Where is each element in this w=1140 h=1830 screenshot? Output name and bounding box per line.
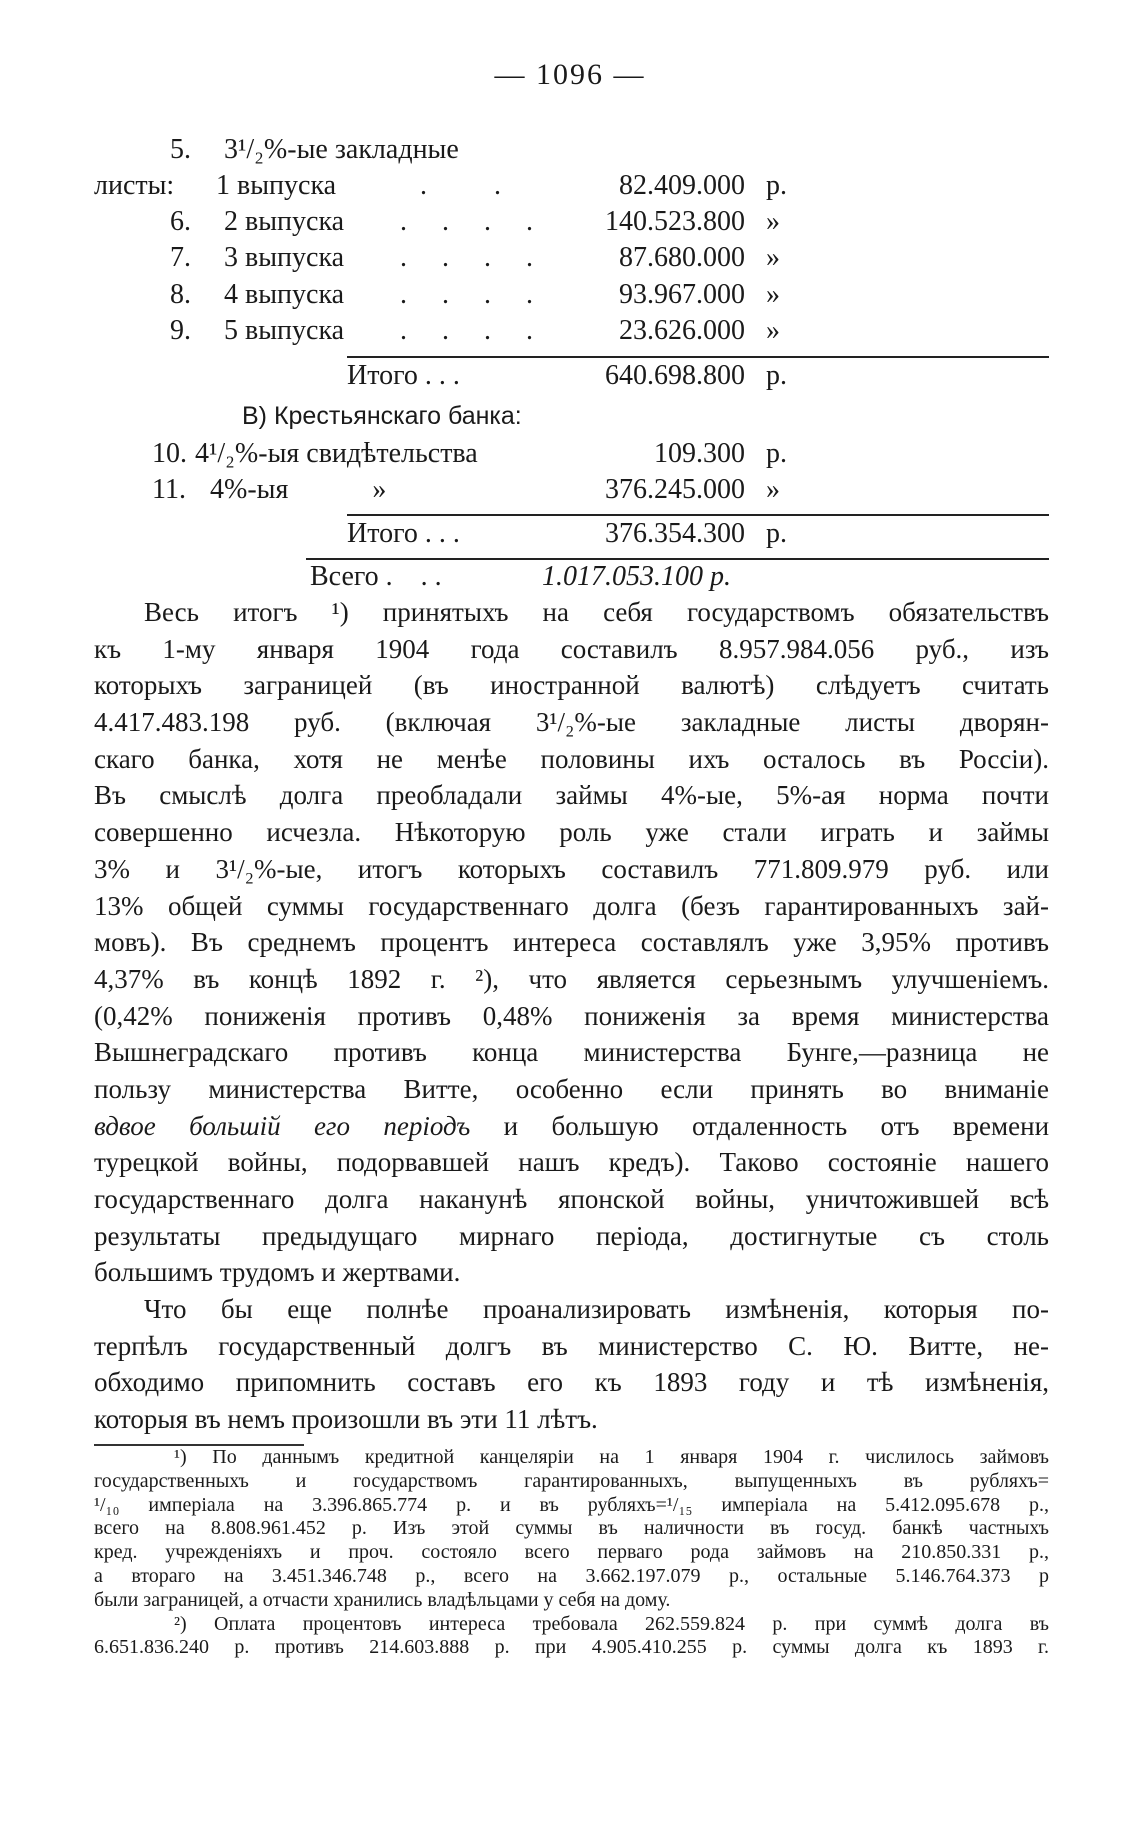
footnote-line-text: всего на 8.808.961.452 р. Изъ этой суммы въ наличности въ госуд. банкѣ частныхъ: [94, 1517, 1049, 1540]
body-line: [94, 1144, 1049, 1181]
row-label: 2 выпуска: [224, 206, 345, 237]
footnote-line: [94, 1541, 1049, 1565]
table-row: [0, 134, 1140, 168]
row-suffix: »: [766, 279, 780, 310]
row-dots: . . . .: [400, 279, 547, 310]
row-label: 5 выпуска: [224, 315, 345, 346]
footnote-line-text: государственныхъ и государствомъ гарантированныхъ, выпущенныхъ въ рубляхъ=: [94, 1469, 1049, 1492]
footnote-line-text: ²) Оплата процентовъ интереса требовала 262.559.824 р. при суммѣ долга въ: [174, 1612, 1049, 1635]
table-row: [0, 206, 1140, 240]
body-line: [94, 1364, 1049, 1401]
row-suffix: »: [766, 315, 780, 346]
row-label: 4%-ыя »: [210, 474, 387, 505]
subtotal-amount: 640.698.800: [605, 360, 745, 391]
body-line: [94, 1218, 1049, 1255]
row-suffix: р.: [766, 438, 787, 469]
body-line-text: совершенно исчезла. Нѣкоторую роль уже стали играть и займы: [94, 817, 1049, 848]
row-label: 3 выпуска: [224, 242, 345, 273]
row-suffix: р.: [766, 170, 787, 201]
body-line: [94, 1108, 1049, 1145]
subtotal-row: [0, 518, 1140, 552]
footnote-line-text: а втораго на 3.451.346.748 р., всего на 3.662.197.079 р., остальные 5.146.764.373 р: [94, 1564, 1049, 1587]
row-number: 6.: [170, 206, 191, 237]
row-number: 5.: [170, 134, 191, 165]
body-line: [94, 1291, 1049, 1328]
body-line-text: которыхъ заграницей (въ иностранной валютѣ) слѣдуетъ считать: [94, 670, 1049, 701]
row-number: 11.: [152, 474, 186, 505]
footnote-line: [94, 1494, 1049, 1518]
total-amount: 1.017.053.100 р.: [542, 561, 731, 592]
row-suffix: »: [766, 242, 780, 273]
row-amount: 87.680.000: [619, 242, 745, 273]
body-line-text: которыя въ немъ произошли въ эти 11 лѣтъ.: [94, 1404, 598, 1435]
body-line-text: Въ смыслѣ долга преобладали займы 4%-ые, 5%-ая норма почти: [94, 780, 1049, 811]
body-line: [94, 594, 1049, 631]
body-line-italic: вдвое большій его періодъ: [94, 1110, 471, 1141]
footnotes: [94, 1446, 1049, 1660]
body-line-text: и большую отдаленность отъ времени: [503, 1110, 1050, 1141]
subtotal-row: [0, 360, 1140, 394]
footnote-line: [94, 1446, 1049, 1470]
subtotal-amount: 376.354.300: [605, 518, 745, 549]
row-amount: 23.626.000: [619, 315, 745, 346]
footnote-line: [94, 1565, 1049, 1589]
body-line-text: (0,42% пониженія противъ 0,48% пониженія за время министерства: [94, 1000, 1049, 1031]
body-line: [94, 631, 1049, 668]
total-label: Всего . . .: [310, 561, 442, 592]
body-line-text: турецкой войны, подорвавшей нашъ кредъ). Таково состояніе нашего: [94, 1147, 1049, 1178]
body-line-text: мовъ). Въ среднемъ процентъ интереса составлялъ уже 3,95% противъ: [94, 927, 1049, 958]
body-line: [94, 851, 1049, 888]
body-line: [94, 1034, 1049, 1071]
body-line-text: результаты предыдущаго мирнаго періода, достигнутые съ столь: [94, 1220, 1049, 1251]
body-line-text: терпѣлъ государственный долгъ въ министерство С. Ю. Витте, не-: [94, 1330, 1049, 1361]
row-number: 10.: [152, 438, 187, 469]
row-dots: . . . .: [400, 315, 547, 346]
body-line: [94, 998, 1049, 1035]
subtotal-suffix: р.: [766, 360, 787, 391]
body-line: [94, 1401, 1049, 1438]
row-number: 8.: [170, 279, 191, 310]
row-suffix: »: [766, 474, 780, 505]
body-line-text: 4,37% въ концѣ 1892 г. ²), что является серьезнымъ улучшеніемъ.: [94, 963, 1049, 994]
section-heading: [0, 402, 1140, 436]
body-line: [94, 704, 1049, 741]
body-line: [94, 1254, 1049, 1291]
footnote-line-text: кред. учрежденіяхъ и проч. состояло всего перваго рода займовъ на 210.850.331 р.,: [94, 1541, 1049, 1564]
body-line: [94, 777, 1049, 814]
body-line-text: Вышнеградскаго противъ конца министерства Бунге,—разница не: [94, 1037, 1049, 1068]
footnote-line-text: ¹) По даннымъ кредитной канцеляріи на 1 января 1904 г. числилось займовъ: [174, 1446, 1049, 1468]
sum-rule: [347, 356, 1049, 358]
body-line: [94, 741, 1049, 778]
subtotal-suffix: р.: [766, 518, 787, 549]
body-line: [94, 1328, 1049, 1365]
subtotal-label: Итого . . .: [347, 360, 460, 391]
row-number: листы:: [94, 170, 175, 201]
footnote-line-text: ¹/₁₀ имперіала на 3.396.865.774 р. и въ рубляхъ=¹/₁₅ имперіала на 5.412.095.678 р.,: [94, 1493, 1049, 1516]
total-rule: [306, 558, 1049, 560]
body-line: [94, 924, 1049, 961]
body-line: [94, 888, 1049, 925]
footnote-line-text: 6.651.836.240 р. противъ 214.603.888 р. при 4.905.410.255 р. суммы долга къ 1893 г.: [94, 1636, 1049, 1659]
table-row: [0, 438, 1140, 472]
table-row: [0, 315, 1140, 349]
body-line-text: большимъ трудомъ и жертвами.: [94, 1257, 461, 1288]
body-line-text: 13% общей суммы государственнаго долга (безъ гарантированныхъ зай-: [94, 890, 1049, 921]
subtotal-label: Итого . . .: [347, 518, 460, 549]
footnote-line: [94, 1613, 1049, 1637]
footnote-line: [94, 1589, 1049, 1613]
table-row: [0, 242, 1140, 276]
row-amount: 140.523.800: [605, 206, 745, 237]
body-line-text: 4.417.483.198 руб. (включая 3¹/₂%-ые закладные листы дворян-: [94, 707, 1049, 738]
row-dots: . . . .: [400, 206, 547, 237]
row-label: 3¹/₂%-ые закладные: [224, 134, 459, 165]
table-row: [0, 474, 1140, 508]
body-line-text: Весь итогъ ¹) принятыхъ на себя государствомъ обязательствъ: [144, 597, 1049, 627]
body-line-text: пользу министерства Витте, особенно если принять во вниманіе: [94, 1073, 1049, 1104]
sum-rule: [347, 514, 1049, 516]
row-label: 4¹/₂%-ыя свидѣтельства: [195, 438, 478, 469]
row-suffix: »: [766, 206, 780, 237]
body-line-text: скаго банка, хотя не менѣе половины ихъ осталось въ Россіи).: [94, 743, 1049, 774]
row-number: 7.: [170, 242, 191, 273]
body-line: [94, 1181, 1049, 1218]
row-amount: 376.245.000: [605, 474, 745, 505]
row-amount: 93.967.000: [619, 279, 745, 310]
page-number: — 1096 —: [494, 58, 646, 91]
row-label: 1 выпуска: [216, 170, 337, 201]
table-row: [0, 279, 1140, 313]
table-row: [0, 170, 1140, 204]
footnote-line: [94, 1517, 1049, 1541]
footnote-line: [94, 1636, 1049, 1660]
footnote-line-text: были заграницей, а отчасти хранились владѣльцами у себя на дому.: [94, 1588, 671, 1611]
body-line: [94, 667, 1049, 704]
section-b-title: В) Крестьянскаго банка:: [242, 402, 522, 430]
row-amount: 109.300: [654, 438, 745, 469]
footnote-line: [94, 1470, 1049, 1494]
body-line-text: 3% и 3¹/₂%-ые, итогъ которыхъ составилъ 771.809.979 руб. или: [94, 853, 1049, 884]
body-line-text: государственнаго долга наканунѣ японской войны, уничтожившей всѣ: [94, 1184, 1049, 1214]
body-line: [94, 961, 1049, 998]
row-dots: . .: [420, 170, 531, 201]
body-line: [94, 1071, 1049, 1108]
row-dots: . . . .: [400, 242, 547, 273]
row-amount: 82.409.000: [619, 170, 745, 201]
body-line-text: обходимо припомнить составъ его къ 1893 году и тѣ измѣненія,: [94, 1367, 1049, 1398]
total-row: [0, 561, 1140, 595]
body-line: [94, 814, 1049, 851]
row-number: 9.: [170, 315, 191, 346]
row-label: 4 выпуска: [224, 279, 345, 310]
body-line-text: Что бы еще полнѣе проанализировать измѣненія, которыя по-: [144, 1294, 1049, 1325]
body-line-text: къ 1-му января 1904 года составилъ 8.957.984.056 руб., изъ: [94, 633, 1049, 664]
body-text: [94, 594, 1049, 1438]
